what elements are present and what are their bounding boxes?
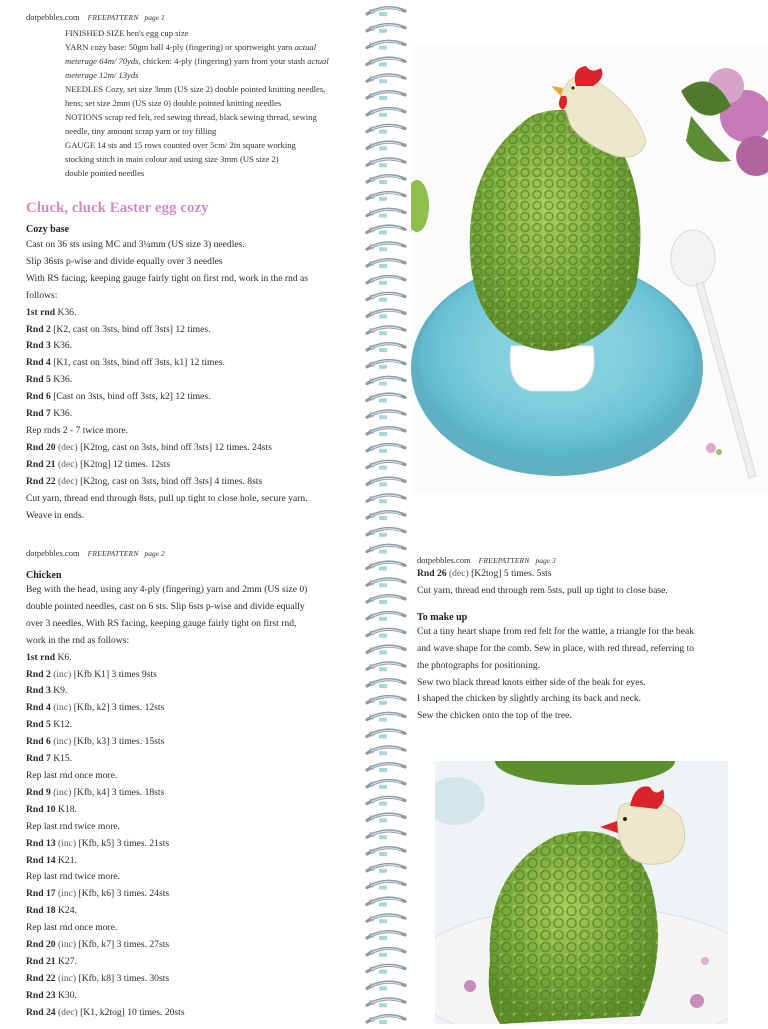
instruction-line <box>26 616 366 633</box>
instruction-line <box>417 675 757 692</box>
instruction-text: Rep last rnd twice more. <box>26 871 121 883</box>
needles-spec-cont: hens; set size 2mm (US size 0) double pointed knitting needles <box>65 98 282 108</box>
spiral-coil <box>367 898 405 906</box>
instruction-text: Cast on 36 sts using MC and 3¼mm (US size 3) needles. <box>26 239 245 250</box>
instruction-line <box>26 582 366 599</box>
instruction-line <box>26 785 366 802</box>
round-label: Rnd 17 <box>26 888 56 900</box>
site-name: dotpebbles.com <box>26 12 80 22</box>
spiral-coil <box>367 965 405 973</box>
spiral-coil <box>367 780 405 788</box>
spiral-coil <box>367 209 405 217</box>
instruction-line <box>26 751 366 768</box>
spiral-coil <box>367 142 405 150</box>
spiral-coil <box>367 24 405 32</box>
instruction-line <box>26 667 366 684</box>
spiral-coil <box>367 394 405 402</box>
spiral-coil <box>367 764 405 772</box>
spiral-coil <box>367 528 405 536</box>
instruction-line <box>26 305 366 322</box>
instruction-line <box>26 508 366 525</box>
instruction-line <box>26 440 366 457</box>
round-label: Rnd 3 <box>26 340 51 352</box>
spiral-coil <box>367 747 405 755</box>
shaping-note: (inc) <box>55 972 77 984</box>
pattern-tag: FREEPATTERN <box>87 13 139 22</box>
instruction-text: Rep last rnd twice more. <box>26 820 121 832</box>
instruction-line <box>26 836 366 853</box>
page-header <box>417 555 757 565</box>
instruction-line <box>26 423 366 440</box>
round-label: Rnd 2 <box>26 668 51 680</box>
instruction-line <box>417 658 757 675</box>
round-label: Rnd 9 <box>26 786 51 798</box>
instruction-text: Sew two black thread knots either side of the beak for eyes. <box>417 676 646 688</box>
gauge-spec-cont: stocking stitch in main colour and using size 3mm (US size 2) <box>65 154 279 164</box>
instruction-text: follows: <box>26 289 58 301</box>
round-label: 1st rnd <box>26 306 56 318</box>
spiral-coil <box>367 1016 405 1024</box>
spiral-coil <box>367 444 405 452</box>
instruction-line <box>417 583 757 600</box>
instruction-text: [K2tog] 12 times. 12sts <box>77 458 171 470</box>
instruction-text: Cut yarn, thread end through rem 5sts, pull up tight to close base. <box>417 584 668 596</box>
instruction-line <box>26 853 366 870</box>
instruction-text: the photographs for positioning. <box>417 659 541 671</box>
instruction-text: K36. <box>50 340 73 352</box>
instruction-text: Rep last rnd once more. <box>26 922 118 934</box>
instruction-text: K6. <box>55 651 72 663</box>
make-up-instructions <box>417 624 757 725</box>
instruction-line <box>26 633 366 650</box>
round-label: Rnd 13 <box>26 837 56 849</box>
spiral-coil <box>367 629 405 637</box>
instruction-text: K30. <box>55 989 77 1001</box>
instruction-line <box>26 599 366 616</box>
spiral-coil <box>367 596 405 604</box>
cozy-base-instructions <box>26 237 366 524</box>
instruction-text: K9. <box>50 685 68 697</box>
instruction-line <box>26 954 366 971</box>
round-label: Rnd 14 <box>26 854 56 866</box>
instruction-line <box>26 338 366 355</box>
spiral-coil <box>367 108 405 116</box>
instruction-text: work in the rnd as follows: <box>26 634 130 646</box>
section-heading-chicken: Chicken <box>26 570 62 581</box>
shaping-note: (inc) <box>50 702 72 714</box>
instruction-line <box>417 641 757 658</box>
instruction-text: over 3 needles. With RS facing, keeping gauge fairly tight on first rnd, <box>26 617 297 629</box>
spiral-coil <box>367 713 405 721</box>
spiral-coil <box>367 982 405 990</box>
instruction-text: [K2tog] 5 times. 5sts <box>468 568 552 579</box>
instruction-line <box>26 903 366 920</box>
instruction-text: Rep last rnd once more. <box>26 769 118 781</box>
spiral-coil <box>367 192 405 200</box>
notions-spec-cont: needle, tiny amount scrap yarn or toy filling <box>65 126 217 136</box>
spiral-coil <box>367 377 405 385</box>
instruction-text: K12. <box>50 719 73 731</box>
instruction-line <box>26 457 366 474</box>
gauge-spec-cont2: double pointed needles <box>65 168 145 178</box>
page-1 <box>26 12 366 524</box>
instruction-text: [K1, k2tog] 10 times. 20sts <box>77 1006 185 1018</box>
spiral-coil <box>367 260 405 268</box>
page-2 <box>26 548 366 1022</box>
round-label: Rnd 20 <box>26 441 56 453</box>
spiral-coil <box>367 293 405 301</box>
instruction-text: double pointed needles, cast on 6 sts. Slip 6sts p-wise and divide equally <box>26 600 305 612</box>
round-label: Rnd 7 <box>26 753 51 765</box>
instruction-line <box>26 491 366 508</box>
finished-size: FINISHED SIZE hen's egg cup size <box>65 28 189 38</box>
shaping-note: (inc) <box>50 736 72 748</box>
section-heading-cozy-base: Cozy base <box>26 224 70 235</box>
instruction-text: K21. <box>55 854 77 866</box>
instruction-line <box>26 717 366 734</box>
spiral-coil <box>367 8 405 16</box>
instruction-text: [Kfb, k4] 3 times. 18sts <box>71 786 165 798</box>
instruction-line <box>26 406 366 423</box>
spiral-coil <box>367 125 405 133</box>
page-3 <box>417 555 757 725</box>
instruction-line <box>26 734 366 751</box>
round-label: Rnd 4 <box>26 357 51 369</box>
round-label: Rnd 20 <box>26 939 56 951</box>
egg-cup <box>510 346 594 391</box>
shaping-note: (inc) <box>50 668 72 680</box>
instruction-text: [Kfb K1] 3 times 9sts <box>71 668 157 680</box>
instruction-text: K36. <box>55 306 77 318</box>
round-label: Rnd 26 <box>417 568 447 579</box>
instruction-line <box>26 988 366 1005</box>
spiral-coil <box>367 562 405 570</box>
round-label: 1st rnd <box>26 651 56 663</box>
instruction-line <box>26 683 366 700</box>
spiral-coil <box>367 478 405 486</box>
instruction-line <box>26 372 366 389</box>
spiral-binding <box>365 0 407 1024</box>
spiral-coil <box>367 999 405 1007</box>
shaping-note: (inc) <box>55 939 77 951</box>
shaping-note: (dec) <box>55 441 78 453</box>
instruction-text: [Kfb, k6] 3 times. 24sts <box>76 888 170 900</box>
spiral-coil <box>367 680 405 688</box>
section-heading-to-make-up: To make up <box>417 611 468 623</box>
spiral-coil <box>367 696 405 704</box>
instruction-line <box>417 708 757 725</box>
round-label: Rnd 23 <box>26 989 56 1001</box>
notions-spec: NOTIONS scrap red felt, red sewing thread, black sewing thread, sewing <box>65 112 317 122</box>
instruction-text: Weave in ends. <box>26 509 85 521</box>
instruction-text: K27. <box>55 955 77 967</box>
spiral-coil <box>367 881 405 889</box>
spiral-coil <box>367 226 405 234</box>
spiral-coil <box>367 730 405 738</box>
instruction-line <box>26 474 366 491</box>
tablecloth-flower <box>706 443 716 453</box>
finishing-instructions <box>417 566 757 600</box>
instruction-text: K15. <box>50 753 73 765</box>
instruction-line <box>26 650 366 667</box>
instruction-text: [K2tog, cast on 3sts, bind off 3sts] 4 times. 8sts <box>77 475 263 487</box>
spiral-coil <box>367 41 405 49</box>
spiral-coil <box>367 461 405 469</box>
spiral-coils <box>365 0 407 1024</box>
instruction-text: [Kfb, k2] 3 times. 12sts <box>71 702 165 714</box>
instruction-line <box>26 288 366 305</box>
instruction-text: Rep rnds 2 - 7 twice more. <box>26 424 129 436</box>
instruction-text: [Kfb, k8] 3 times. 30sts <box>76 972 170 984</box>
instruction-line <box>26 1005 366 1022</box>
round-label: Rnd 21 <box>26 955 56 967</box>
round-label: Rnd 4 <box>26 702 51 714</box>
shaping-note: (dec) <box>55 458 78 470</box>
spiral-coil <box>367 58 405 66</box>
spiral-coil <box>367 512 405 520</box>
instruction-text: [Kfb, k5] 3 times. 21sts <box>76 837 170 849</box>
instruction-line <box>26 237 366 254</box>
instruction-line <box>26 768 366 785</box>
spiral-coil <box>367 75 405 83</box>
instruction-text: [K1, cast on 3sts, bind off 3sts, k1] 12 times. <box>50 357 225 369</box>
instruction-text: K36. <box>50 374 73 386</box>
instruction-text: [Kfb, k3] 3 times. 15sts <box>71 736 165 748</box>
spiral-coil <box>367 495 405 503</box>
spiral-coil <box>367 428 405 436</box>
egg-cozy-illustration <box>411 46 768 494</box>
spiral-coil <box>367 310 405 318</box>
yarn-spec-cont2: meterage 12m/ 13yds <box>65 70 139 80</box>
page-number: page 3 <box>535 556 556 565</box>
page-number: page 1 <box>144 13 165 22</box>
instruction-line <box>26 322 366 339</box>
instruction-text: K18. <box>55 803 77 815</box>
spiral-coil <box>367 327 405 335</box>
instruction-text: [K2tog, cast on 3sts, bind off 3sts] 12 times. 24sts <box>77 441 272 453</box>
round-label: Rnd 2 <box>26 323 51 335</box>
shaping-note: (inc) <box>55 837 77 849</box>
site-name: dotpebbles.com <box>26 548 80 558</box>
round-label: Rnd 21 <box>26 458 56 470</box>
pattern-tag: FREEPATTERN <box>87 549 139 558</box>
round-label: Rnd 6 <box>26 391 51 403</box>
gauge-spec: GAUGE 14 sts and 15 rows counted over 5cm/ 2in square working <box>65 140 296 150</box>
instruction-line <box>26 700 366 717</box>
instruction-text: I shaped the chicken by slightly arching its back and neck. <box>417 693 642 705</box>
pattern-title: Cluck, cluck Easter egg cozy <box>26 200 209 216</box>
yarn-spec: YARN cozy base: 50gm ball 4-ply (fingering) or sportweight yarn actual <box>65 42 317 52</box>
round-label: Rnd 5 <box>26 374 51 386</box>
instruction-text: Cut a tiny heart shape from red felt for the wattle, a triangle for the beak <box>417 625 695 637</box>
chicken-closeup-photo <box>435 761 728 1024</box>
spiral-coil <box>367 646 405 654</box>
instruction-text: [K2, cast on 3sts, bind off 3sts] 12 times. <box>50 323 211 335</box>
shaping-note: (inc) <box>55 888 77 900</box>
spiral-coil <box>367 159 405 167</box>
spiral-coil <box>367 411 405 419</box>
spiral-coil <box>367 579 405 587</box>
instruction-text: K24. <box>55 905 77 917</box>
instruction-line <box>26 869 366 886</box>
spiral-coil <box>367 814 405 822</box>
yarn-spec-cont: meterage 64m/ 70yds, chicken: 4-ply (fingering) yarn from your stash actual <box>65 56 329 66</box>
shaping-note: (inc) <box>50 786 72 798</box>
instruction-line <box>26 355 366 372</box>
instruction-text: Cut yarn, thread end through 8sts, pull up tight to close hole, secure yarn. <box>26 492 308 504</box>
spiral-coil <box>367 831 405 839</box>
chicken-closeup-illustration <box>435 761 728 1024</box>
shaping-note: (dec) <box>55 1006 78 1018</box>
round-label: Rnd 10 <box>26 803 56 815</box>
round-label: Rnd 7 <box>26 408 51 420</box>
pattern-specs <box>65 26 366 180</box>
round-label: Rnd 18 <box>26 905 56 917</box>
instruction-text: and wave shape for the comb. Sew in place, with red thread, referring to <box>417 642 695 654</box>
spiral-coil <box>367 545 405 553</box>
round-label: Rnd 6 <box>26 736 51 748</box>
page-number: page 2 <box>144 549 165 558</box>
instruction-line <box>26 886 366 903</box>
instruction-text: Slip 36sts p-wise and divide equally over 3 needles <box>26 255 223 267</box>
round-label: Rnd 24 <box>26 1006 56 1018</box>
needles-spec: NEEDLES Cozy, set size 3mm (US size 2) double pointed knitting needles, <box>65 84 326 94</box>
instruction-text: Sew the chicken onto the top of the tree. <box>417 710 572 722</box>
spiral-coil <box>367 663 405 671</box>
spiral-coil <box>367 360 405 368</box>
instruction-text: Beg with the head, using any 4-ply (fingering) yarn and 2mm (US size 0) <box>26 584 308 595</box>
page-header <box>26 548 366 558</box>
instruction-text: [Kfb, k7] 3 times. 27sts <box>76 939 170 951</box>
spiral-coil <box>367 612 405 620</box>
instruction-line <box>26 271 366 288</box>
instruction-text: [Cast on 3sts, bind off 3sts, k2] 12 times. <box>50 391 211 403</box>
instruction-line <box>26 819 366 836</box>
instruction-text: K36. <box>50 408 73 420</box>
round-label: Rnd 22 <box>26 475 56 487</box>
site-name: dotpebbles.com <box>417 555 471 565</box>
instruction-line <box>26 802 366 819</box>
spiral-coil <box>367 915 405 923</box>
spiral-coil <box>367 344 405 352</box>
spiral-coil <box>367 797 405 805</box>
spiral-coil <box>367 864 405 872</box>
page-header <box>26 12 366 22</box>
chicken-instructions <box>26 582 366 1022</box>
spiral-coil <box>367 243 405 251</box>
spiral-coil <box>367 176 405 184</box>
instruction-line <box>26 389 366 406</box>
instruction-line <box>417 691 757 708</box>
instruction-line <box>26 254 366 271</box>
instruction-line <box>26 971 366 988</box>
shaping-note: (dec) <box>446 568 469 579</box>
instruction-line <box>26 937 366 954</box>
spiral-coil <box>367 276 405 284</box>
egg-cozy-photo <box>411 46 768 494</box>
shaping-note: (dec) <box>55 475 78 487</box>
instruction-line <box>417 566 757 583</box>
instruction-line <box>26 920 366 937</box>
instruction-line <box>417 624 757 641</box>
instruction-text: With RS facing, keeping gauge fairly tight on first rnd, work in the rnd as <box>26 272 309 284</box>
round-label: Rnd 5 <box>26 719 51 731</box>
spiral-coil <box>367 92 405 100</box>
spiral-coil <box>367 948 405 956</box>
spiral-coil <box>367 848 405 856</box>
spiral-coil <box>367 932 405 940</box>
pattern-tag: FREEPATTERN <box>478 556 530 565</box>
round-label: Rnd 3 <box>26 685 51 697</box>
round-label: Rnd 22 <box>26 972 56 984</box>
